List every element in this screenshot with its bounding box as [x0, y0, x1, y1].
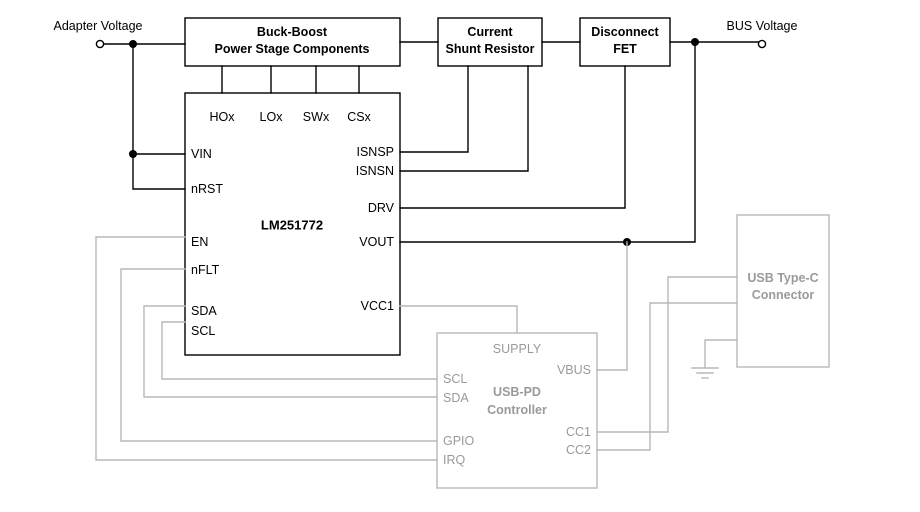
wire-drv — [400, 66, 625, 208]
junction-adapter — [129, 40, 137, 48]
ic-pin-swx: SWx — [302, 110, 330, 124]
pd-pin-sda: SDA — [443, 391, 469, 405]
wire-isnsn — [400, 66, 528, 171]
block-disconnect-line2: FET — [613, 42, 637, 56]
block-ic-label: LM251772 — [260, 217, 324, 233]
block-usb-pd-line2: Controller — [487, 403, 547, 417]
wire-pd-irq — [96, 237, 437, 460]
pd-pin-gpio: GPIO — [443, 434, 475, 448]
ic-pin-scl: SCL — [191, 324, 216, 338]
terminal-adapter — [96, 40, 103, 47]
ic-pin-hox: HOx — [209, 110, 235, 124]
pd-pin-supply: SUPPLY — [492, 342, 542, 356]
wire-cc2 — [597, 303, 737, 450]
ic-pin-isnsp: ISNSP — [356, 145, 394, 159]
pd-pin-irq: IRQ — [443, 453, 466, 467]
ic-pin-lox: LOx — [259, 110, 283, 124]
pd-pin-vbus: VBUS — [556, 363, 591, 377]
block-disconnect-line1: Disconnect — [591, 25, 659, 39]
label-bus-voltage: BUS Voltage — [726, 19, 798, 33]
block-type-c-line1: USB Type-C — [747, 271, 819, 285]
block-shunt-line2: Shunt Resistor — [445, 42, 535, 56]
wire-vcc1-supply — [400, 306, 517, 333]
label-adapter-voltage: Adapter Voltage — [53, 19, 143, 33]
wire-typec-ground — [705, 340, 737, 368]
ic-pin-nflt: nFLT — [191, 263, 220, 277]
ic-pin-vin: VIN — [191, 147, 212, 161]
ic-pin-sda: SDA — [191, 304, 217, 318]
ic-pin-isnsn: ISNSN — [355, 164, 394, 178]
junction-dots — [129, 38, 699, 246]
junction-vin — [129, 150, 137, 158]
wire-cc1 — [597, 277, 737, 432]
wire-pd-sda — [144, 306, 437, 397]
wire-vbus — [597, 242, 627, 370]
block-shunt-line1: Current — [467, 25, 513, 39]
junction-bus — [691, 38, 699, 46]
wire-vout — [400, 42, 695, 242]
ic-pin-vcc1: VCC1 — [360, 299, 394, 313]
terminal-bus — [758, 40, 765, 47]
block-buck-boost-line2: Power Stage Components — [214, 42, 370, 56]
ic-pin-en: EN — [191, 235, 209, 249]
block-type-c-line2: Connector — [751, 288, 815, 302]
wire-nrst-branch — [133, 154, 185, 189]
pd-pin-scl: SCL — [443, 372, 468, 386]
block-buck-boost-line1: Buck-Boost — [256, 25, 328, 39]
wire-adapter-node-down — [133, 44, 185, 154]
wire-isnsp — [400, 66, 468, 152]
pd-pin-cc1: CC1 — [565, 425, 591, 439]
ic-pin-vout: VOUT — [359, 235, 394, 249]
ic-pin-nrst: nRST — [191, 182, 223, 196]
ic-pin-csx: CSx — [347, 110, 371, 124]
pd-pin-cc2: CC2 — [565, 443, 591, 457]
block-usb-pd-line1: USB-PD — [493, 385, 541, 399]
ic-pin-drv: DRV — [367, 201, 394, 215]
